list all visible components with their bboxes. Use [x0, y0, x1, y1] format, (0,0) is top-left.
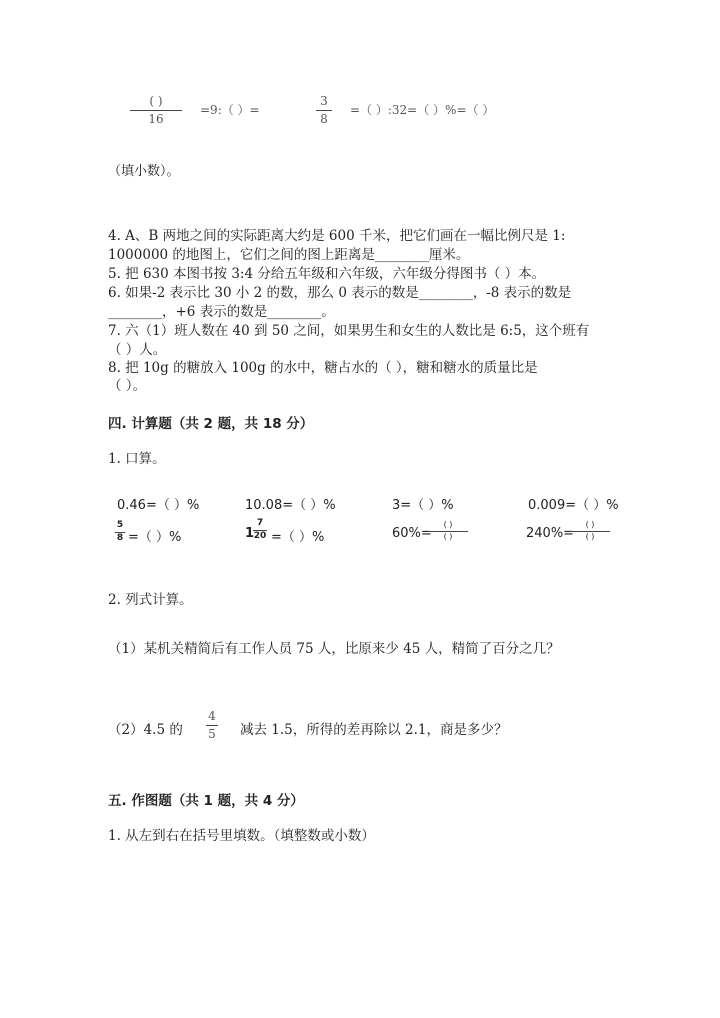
fraction-seven-twentieths: [253, 519, 267, 542]
fraction-numerator: ( ): [149, 94, 163, 108]
section-4-sub1: 1. 口算。: [108, 451, 166, 467]
fraction-numerator: ( ): [585, 520, 595, 529]
fraction-denominator: 8: [320, 112, 328, 127]
question-7-line2: （ ）人。: [108, 342, 167, 358]
section-4-heading: 四. 计算题（共 2 题，共 18 分）: [108, 416, 314, 432]
oral-calc-7-head: 60%=: [392, 526, 432, 541]
fraction-five-eighths: [115, 521, 125, 544]
oral-calc-6-tail: =（ ）%: [271, 530, 325, 545]
oral-calc-2: 10.08=（ ）%: [245, 498, 336, 513]
question-5: 5. 把 630 本图书按 3:4 分给五年级和六年级，六年级分得图书（ ）本。: [108, 266, 546, 282]
fraction-three-eighths: [316, 95, 332, 126]
oral-calc-1: 0.46=（ ）%: [117, 498, 200, 513]
fraction-numerator: 4: [208, 709, 216, 723]
fraction-blank-c: [428, 521, 468, 542]
question-6-line2: ________，+6 表示的数是________。: [108, 304, 335, 320]
fraction-four-fifths: [206, 710, 218, 741]
fraction-numerator: 5: [116, 520, 124, 530]
problem-2-head: （2）4.5 的: [108, 722, 183, 738]
question-4-line2: 1000000 的地图上，它们之间的图上距离是________厘米。: [108, 247, 470, 263]
question-6-line1: 6. 如果-2 表示比 30 小 2 的数，那么 0 表示的数是________，-8 表示的数是: [108, 285, 572, 301]
fraction-blank-over-16: [130, 95, 182, 126]
fill-decimal-note: （填小数）。: [108, 164, 180, 179]
ratio-chain-part2: =（ ）:32=（ ）%=（ ）: [350, 103, 495, 117]
fraction-numerator: 3: [320, 94, 328, 108]
fraction-blank-d: [570, 521, 610, 542]
fraction-denominator: 16: [148, 112, 164, 127]
fraction-bar: [130, 110, 182, 111]
fraction-denominator: 5: [208, 727, 216, 742]
fraction-denominator: 20: [253, 530, 267, 541]
section-4-sub2: 2. 列式计算。: [108, 592, 193, 608]
problem-1: （1）某机关精简后有工作人员 75 人，比原来少 45 人，精简了百分之几？: [108, 641, 560, 657]
oral-calc-3: 3=（ ）%: [392, 498, 454, 513]
mixed-number-whole: 1: [245, 526, 255, 541]
fraction-denominator: ( ): [585, 531, 595, 541]
section-5-heading: 五. 作图题（共 1 题，共 4 分）: [108, 793, 304, 809]
fraction-denominator: ( ): [443, 531, 453, 541]
question-7-line1: 7. 六（1）班人数在 40 到 50 之间，如果男生和女生的人数比是 6:5，这个班有: [108, 323, 590, 339]
fraction-denominator: 8: [116, 532, 124, 543]
oral-calc-4: 0.009=（ ）%: [528, 498, 619, 513]
fraction-bar: [206, 725, 218, 726]
fraction-bar: [316, 110, 332, 111]
question-8-line1: 8. 把 10g 的糖放入 100g 的水中，糖占水的（ ），糖和糖水的质量比是: [108, 360, 538, 376]
fraction-numerator: 7: [256, 518, 264, 528]
oral-calc-5-tail: =（ ）%: [128, 530, 182, 545]
question-8-line2: （ ）。: [108, 378, 147, 394]
problem-2-tail: 减去 1.5，所得的差再除以 2.1，商是多少？: [240, 722, 508, 738]
oral-calc-8-head: 240%=: [526, 526, 575, 541]
fraction-numerator: ( ): [443, 520, 453, 529]
section-5-sub1: 1. 从左到右在括号里填数。（填整数或小数）: [108, 828, 375, 844]
question-4-line1: 4. A、B 两地之间的实际距离大约是 600 千米，把它们画在一幅比例尺是 1:: [108, 228, 566, 244]
ratio-chain-part1: =9:（ ）=: [200, 103, 260, 117]
